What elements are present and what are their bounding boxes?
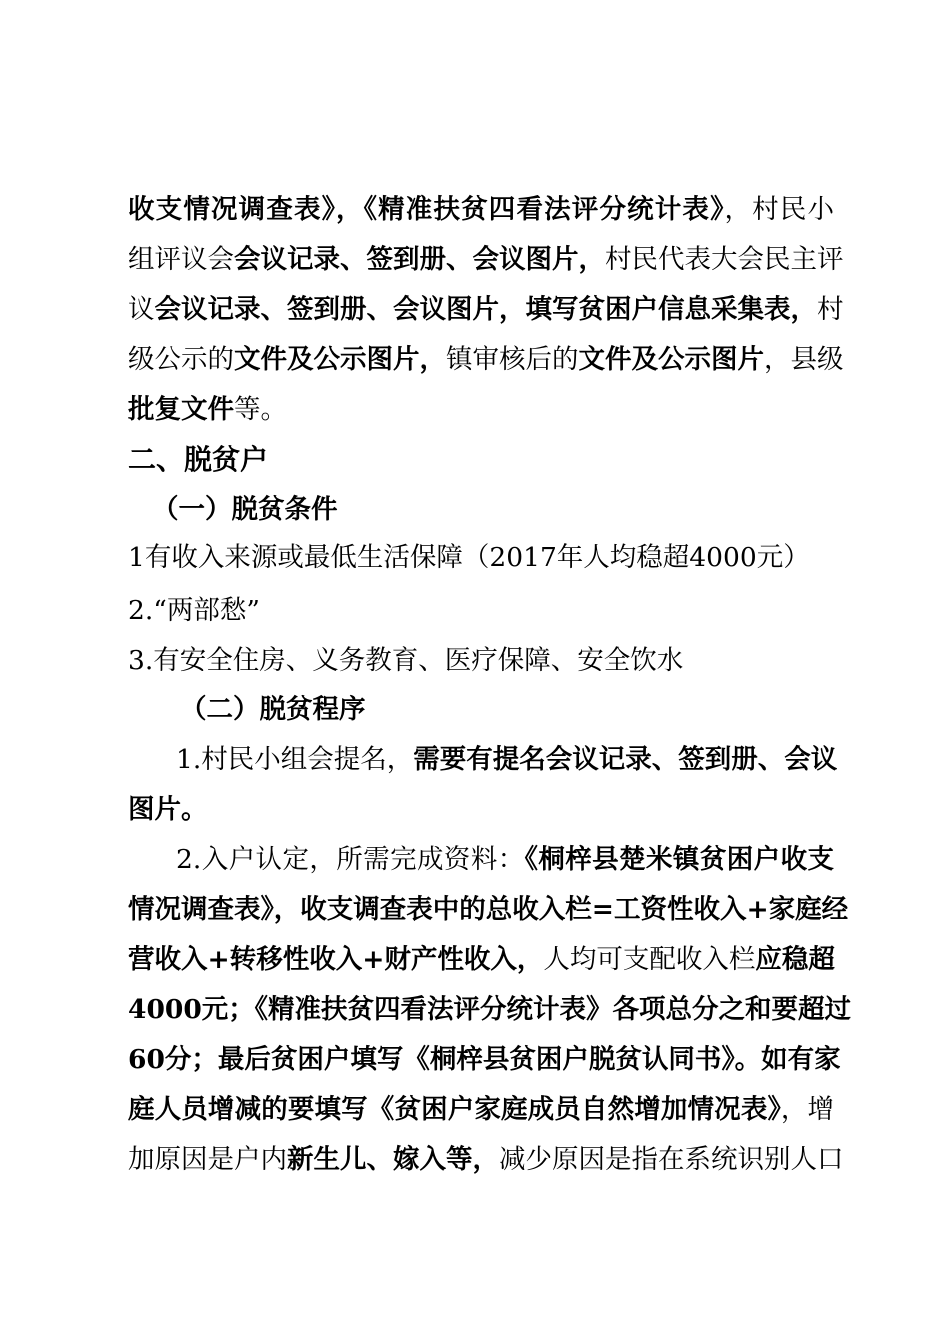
text-run: 营收入+转移性收入+财产性收入， — [128, 944, 544, 975]
text-run: 收支情况调查表》，《精准扶贫四看法评分统计表》 — [128, 194, 725, 225]
text-run: ，县级 — [764, 344, 844, 375]
text-run: 《桐梓县楚米镇贫困户收支 — [524, 844, 834, 875]
text-run: 新生儿、嫁入等， — [287, 1144, 499, 1175]
text-run: 组评议会 — [128, 244, 234, 275]
para1-line5 — [128, 392, 287, 428]
para1-line4 — [128, 342, 844, 378]
step2-line4 — [128, 992, 852, 1028]
step1-line2 — [128, 792, 208, 828]
step2-line5 — [128, 1042, 841, 1078]
text-run: 会议记录、签到册、会议图片，填写贫困户信息采集表， — [154, 294, 817, 325]
text-run: 村 — [817, 294, 844, 325]
para1-line3 — [128, 292, 844, 328]
text-run: 庭人员增减的要填写《贫困户家庭成员自然增加情况表》 — [128, 1094, 781, 1125]
text-run: 图片。 — [128, 794, 208, 825]
text-run: 文件及公示图片， — [234, 344, 446, 375]
text-run: 情况调查表》，收支调查表中的总收入栏=工资性收入+家庭经 — [128, 894, 849, 925]
text-run: 减少原因是指在系统识别人口 — [499, 1144, 844, 1175]
step2-line1 — [176, 842, 834, 878]
text-run: 应稳超 — [755, 944, 835, 975]
text-run: 人均可支配收入栏 — [543, 944, 756, 975]
para1-line2 — [128, 242, 844, 278]
text-run: ，村民小 — [724, 194, 835, 225]
text-run: 议 — [128, 294, 155, 325]
condition-3: 3.有安全住房、义务教育、医疗保障、安全饮水 — [128, 645, 684, 676]
step2-line6 — [128, 1092, 834, 1128]
condition-1: 1有收入来源或最低生活保障（2017年人均稳超4000元） — [128, 542, 810, 573]
text-run: 需要有提名会议记录、签到册、会议 — [413, 744, 838, 775]
text-run: 等。 — [234, 394, 287, 425]
condition-2: 2.“两部愁” — [128, 595, 260, 626]
text-run: 1.村民小组会提名， — [176, 744, 414, 775]
text-run: 4000元；《精准扶贫四看法评分统计表》各项总分之和要超过 — [128, 994, 852, 1025]
text-run: ，增 — [780, 1094, 835, 1125]
step2-line3 — [128, 942, 834, 978]
subsection-heading-conditions: （一）脱贫条件 — [152, 494, 338, 525]
text-run: 60分；最后贫困户填写《桐梓县贫困户脱贫认同书》。如有家 — [128, 1044, 841, 1075]
text-run: 文件及公示图片 — [578, 344, 764, 375]
text-run: 镇审核后的 — [446, 344, 579, 375]
text-run: 级公示的 — [128, 344, 234, 375]
step2-line2 — [128, 892, 849, 928]
subsection-heading-procedure: （二）脱贫程序 — [180, 694, 366, 725]
text-run: 会议记录、签到册、会议图片， — [234, 244, 605, 275]
text-run: 批复文件 — [128, 394, 234, 425]
step2-line7 — [128, 1142, 844, 1178]
step1-line1 — [176, 742, 838, 778]
text-run: 加原因是户内 — [128, 1144, 287, 1175]
section-heading: 二、脱贫户 — [128, 443, 269, 476]
para1-line1 — [128, 192, 834, 228]
text-run: 村民代表大会民主评 — [605, 244, 844, 275]
text-run: 2.入户认定，所需完成资料： — [176, 844, 525, 875]
